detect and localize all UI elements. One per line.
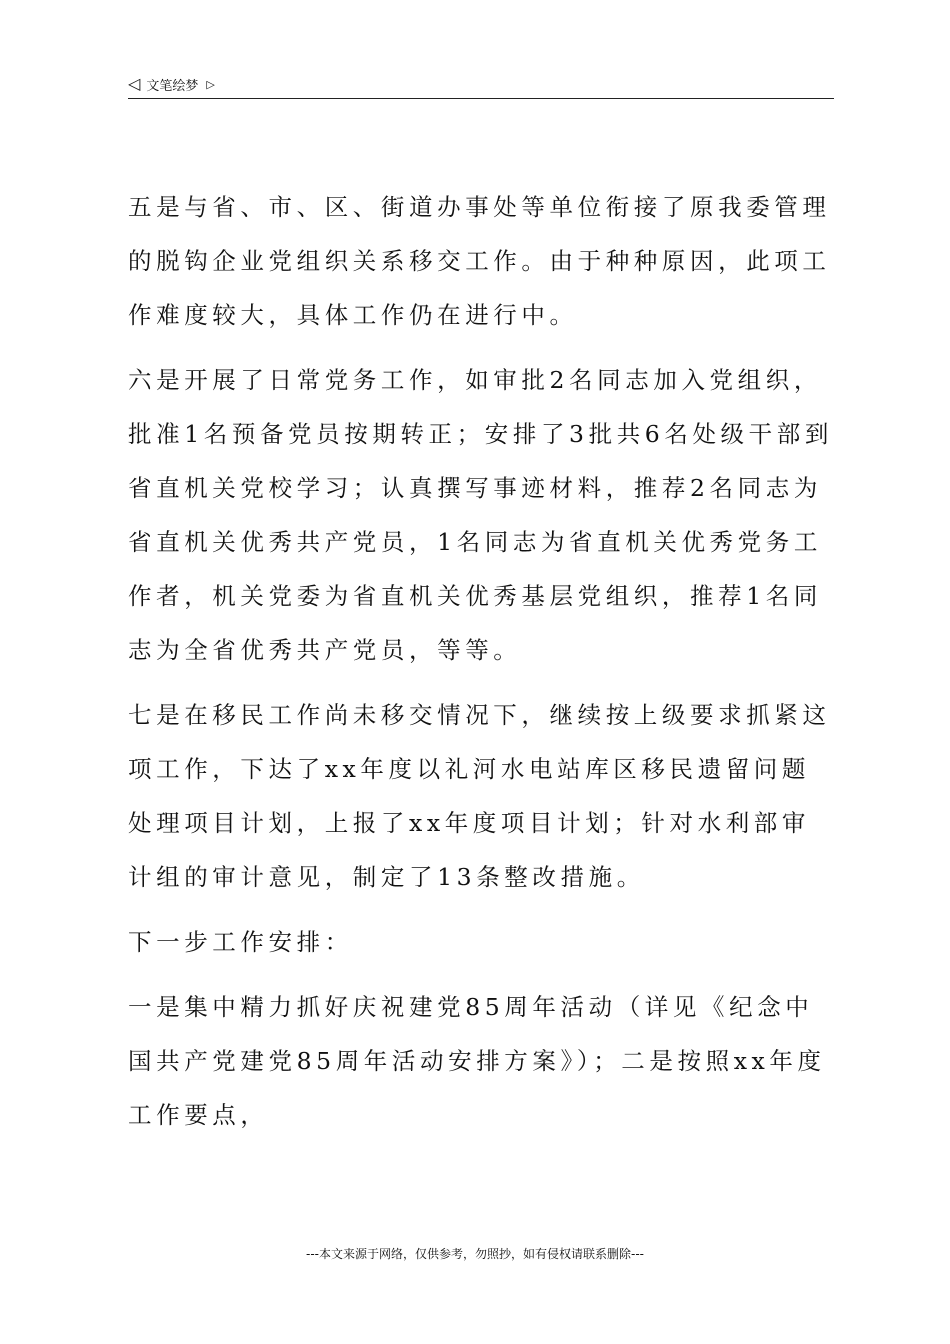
triangle-left-icon: ◁ (128, 74, 141, 93)
footer-disclaimer: ---本文来源于网络，仅供参考，勿照抄，如有侵权请联系删除--- (306, 1247, 644, 1261)
header-title: 文笔绘梦 (146, 78, 199, 94)
document-body (128, 180, 838, 1153)
paragraph-next-1: 一是集中精力抓好庆祝建党85周年活动（详见《纪念中国共产党建党85周年活动安排方案》）；二是按照xx年度工作要点， (128, 993, 826, 1129)
triangle-right-icon: ▷ (206, 77, 215, 91)
paragraph-6: 六是开展了日常党务工作，如审批2名同志加入党组织，批准1名预备党员按期转正；安排了3批共6名处级干部到省直机关党校学习；认真撰写事迹材料，推荐2名同志为省直机关优秀共产党员，1名同志为省直机关优秀党务工作者，机关党委为省直机关优秀基层党组织，推荐1名同志为全省优秀共产党员，等等。 (128, 366, 833, 664)
paragraph-7: 七是在移民工作尚未移交情况下，继续按上级要求抓紧这项工作，下达了xx年度以礼河水电站库区移民遗留问题处理项目计划，上报了xx年度项目计划；针对水利部审计组的审计意见，制定了13条整改措施。 (128, 701, 831, 891)
paragraph-5: 五是与省、市、区、街道办事处等单位衔接了原我委管理的脱钩企业党组织关系移交工作。由于种种原因，此项工作难度较大，具体工作仍在进行中。 (128, 193, 831, 329)
next-steps-heading: 下一步工作安排： (128, 928, 353, 956)
page-header (128, 70, 834, 99)
